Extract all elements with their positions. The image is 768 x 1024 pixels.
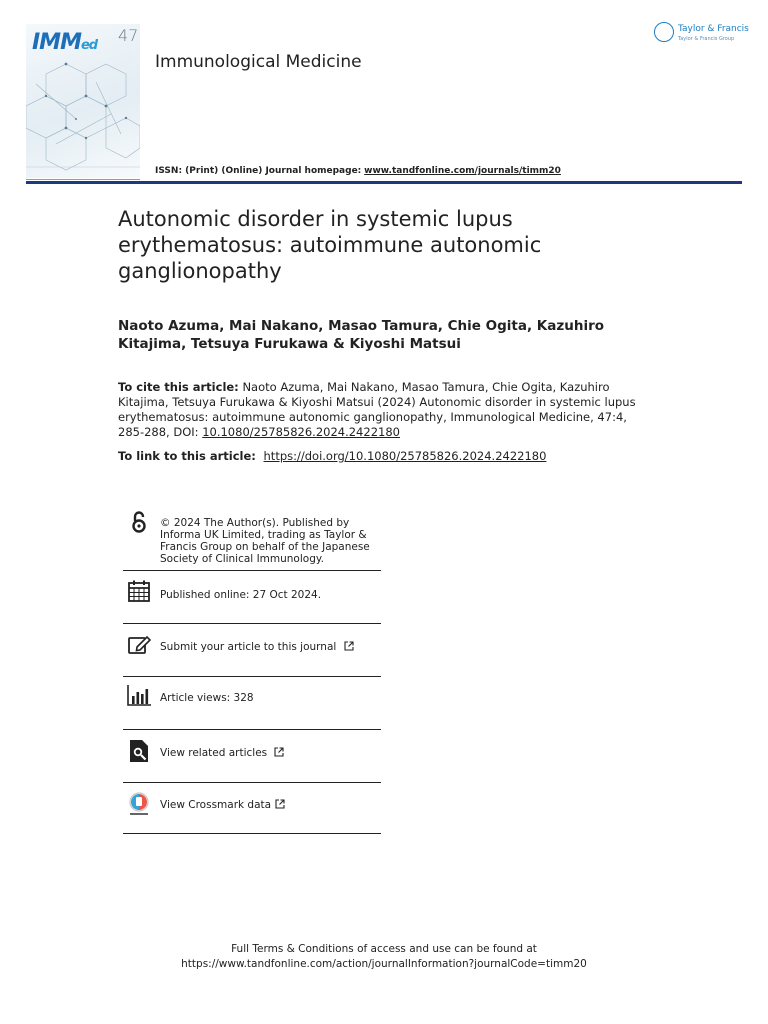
crossmark-icon (127, 792, 151, 816)
published-date: Published online: 27 Oct 2024. (160, 589, 322, 601)
link-label: To link to this article: (118, 449, 256, 463)
crossmark-label: View Crossmark data (160, 799, 272, 811)
cover-volume-number: 47 (118, 26, 139, 45)
cite-doi-link[interactable]: 10.1080/25785826.2024.2422180 (202, 425, 400, 439)
open-access-row (123, 506, 381, 571)
external-link-icon (275, 799, 285, 809)
article-link-block (118, 449, 638, 464)
related-articles-link[interactable] (160, 747, 284, 759)
external-link-icon (344, 641, 354, 651)
issn-line (155, 166, 561, 176)
header-divider (26, 181, 742, 184)
header-divider-thin (26, 179, 140, 180)
cite-label: To cite this article: (118, 380, 239, 394)
taylor-francis-icon (654, 22, 674, 42)
publisher-name: Taylor & Francis (678, 24, 749, 34)
published-row (123, 571, 381, 624)
footer-terms (0, 942, 768, 972)
cover-logo-suffix: ed (80, 38, 98, 53)
publisher-logo[interactable] (654, 22, 749, 46)
cover-logo-main: IMM (32, 30, 81, 55)
cite-text: Naoto Azuma, Mai Nakano, Masao Tamura, Chie Ogita, Kazuhiro Kitajima, Tetsuya Furukawa & Kiyoshi Matsui (2024) Autonomic disorder in systemic lupus erythematosus: autoimmune autonomic ganglionopathy, Immunological Medicine, 47:4, 285-288, DOI: (118, 380, 636, 439)
bar-chart-icon (127, 683, 151, 707)
related-articles-label: View related articles (160, 747, 268, 759)
related-articles-row[interactable] (123, 730, 381, 783)
open-access-icon (127, 510, 151, 534)
external-link-icon (274, 747, 284, 757)
submit-article-row[interactable] (123, 624, 381, 677)
journal-name: Immunological Medicine (155, 52, 362, 72)
edit-icon (127, 633, 151, 657)
journal-homepage-link[interactable]: www.tandfonline.com/journals/timm20 (364, 166, 561, 176)
copyright-text: © 2024 The Author(s). Published by Informa UK Limited, trading as Taylor & Francis Group on behalf of the Japanese Society of Clinical Immunology. (160, 517, 370, 565)
calendar-icon (127, 579, 151, 603)
crossmark-link[interactable] (160, 799, 285, 811)
crossmark-row[interactable] (123, 783, 381, 834)
article-title: Autonomic disorder in systemic lupus erythematosus: autoimmune autonomic ganglionopathy (118, 207, 542, 283)
article-authors: Naoto Azuma, Mai Nakano, Masao Tamura, Chie Ogita, Kazuhiro Kitajima, Tetsuya Furukawa & Kiyoshi Matsui (118, 318, 604, 352)
article-views-row (123, 677, 381, 730)
submit-article-link[interactable] (160, 641, 354, 653)
footer-terms-line: Full Terms & Conditions of access and use can be found at (231, 943, 537, 955)
article-doi-link[interactable]: https://doi.org/10.1080/25785826.2024.2422180 (263, 449, 547, 463)
issn-label: ISSN: (Print) (Online) Journal homepage: (155, 166, 362, 176)
footer-terms-url[interactable]: https://www.tandfonline.com/action/journalInformation?journalCode=timm20 (181, 958, 587, 970)
article-views-count: Article views: 328 (160, 692, 254, 704)
related-articles-search-icon (127, 739, 151, 763)
journal-cover-image (26, 24, 140, 178)
publisher-subtitle: Taylor & Francis Group (678, 36, 735, 42)
citation-block (118, 380, 638, 440)
cover-logo (32, 30, 97, 55)
submit-article-label: Submit your article to this journal (160, 641, 337, 653)
article-info-list (123, 506, 381, 834)
